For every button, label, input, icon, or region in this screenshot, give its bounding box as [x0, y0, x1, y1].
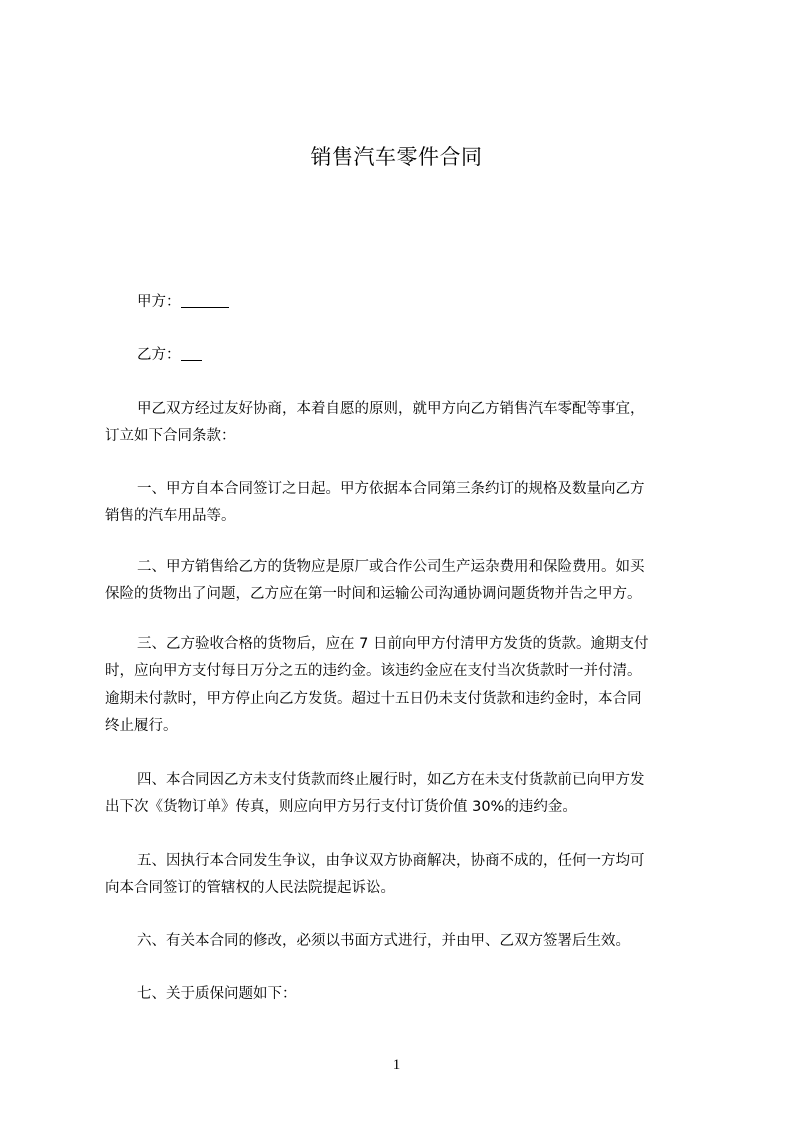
party-a-line [137, 292, 229, 312]
clause-5-line-2: 向本合同签订的管辖权的人民法院提起诉讼。 [105, 880, 395, 896]
clause-2-line-2: 保险的货物出了问题，乙方应在第一时间和运输公司沟通协调问题货物并告之甲方。 [105, 586, 642, 602]
preamble-line-1: 甲乙双方经过友好协商，本着自愿的原则，就甲方向乙方销售汽车零配等事宜， [137, 401, 645, 417]
clause-5-line-1: 五、因执行本合同发生争议，由争议双方协商解决，协商不成的，任何一方均可 [137, 853, 645, 869]
clause-1-line-1: 一、甲方自本合同签订之日起。甲方依据本合同第三条约订的规格及数量向乙方 [137, 481, 645, 497]
clause-3-line-2: 时，应向甲方支付每日万分之五的违约金。该违约金应在支付当次货款时一并付清。 [105, 663, 642, 679]
party-b-label: 乙方： [137, 347, 181, 363]
clause-1-line-2: 销售的汽车用品等。 [105, 508, 236, 524]
clause-7-line-1: 七、关于质保问题如下： [137, 986, 297, 1002]
clause-2-line-1: 二、甲方销售给乙方的货物应是原厂或合作公司生产运杂费用和保险费用。如买 [137, 559, 645, 575]
party-b-line [137, 345, 202, 365]
page-number: 1 [392, 1057, 401, 1073]
preamble-line-2: 订立如下合同条款： [105, 428, 236, 444]
clause-3-line-4: 终止履行。 [105, 718, 178, 734]
party-b-blank [181, 346, 202, 361]
clause-6-line-1: 六、有关本合同的修改，必须以书面方式进行，并由甲、乙双方签署后生效。 [137, 933, 630, 949]
party-a-blank [181, 293, 229, 308]
clause-3-line-1: 三、乙方验收合格的货物后，应在 7 日前向甲方付清甲方发货的货款。逾期支付 [137, 636, 649, 652]
clause-3-line-3: 逾期未付款时，甲方停止向乙方发货。超过十五日仍未支付货款和违约金时，本合同 [105, 691, 642, 707]
document-title: 销售汽车零件合同 [310, 145, 483, 169]
clause-4-line-1: 四、本合同因乙方未支付货款而终止履行时，如乙方在未支付货款前已向甲方发 [137, 772, 645, 788]
party-a-label: 甲方： [137, 294, 181, 310]
clause-4-line-2: 出下次《货物订单》传真，则应向甲方另行支付订货价值 30%的违约金。 [105, 799, 577, 815]
